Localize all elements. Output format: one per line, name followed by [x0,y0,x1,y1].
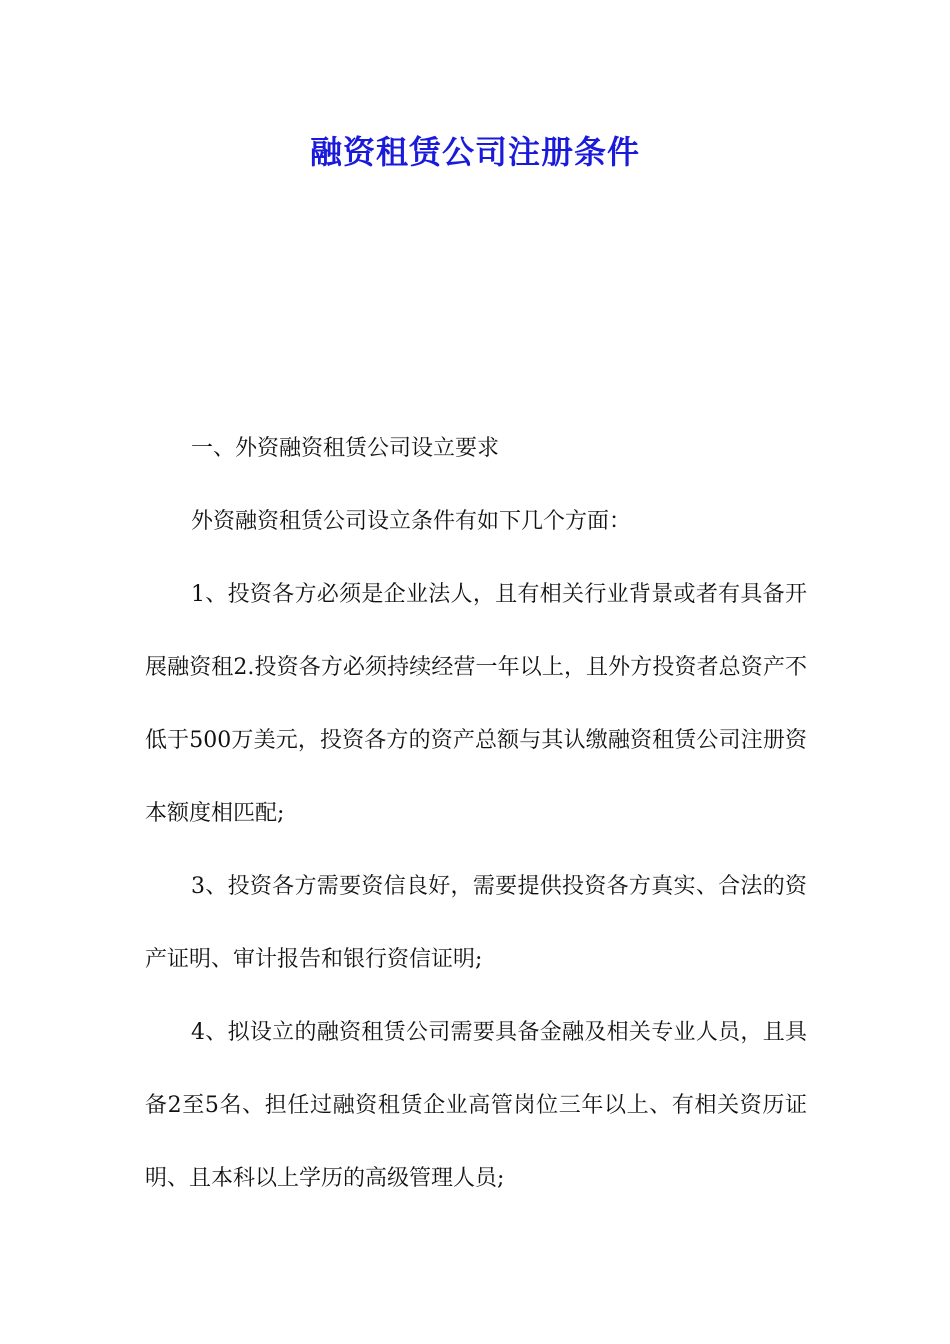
document-body [145,412,807,1215]
requirement-paragraph-1: 1、投资各方必须是企业法人，且有相关行业背景或者有具备开展融资租2.投资各方必须持续经营一年以上，且外方投资者总资产不低于500万美元，投资各方的资产总额与其认缴融资租赁公司注册资本额度相匹配; [145,582,807,826]
requirement-paragraph-3: 3、投资各方需要资信良好，需要提供投资各方真实、合法的资产证明、审计报告和银行资信证明; [145,874,807,972]
requirement-paragraph-4: 4、拟设立的融资租赁公司需要具备金融及相关专业人员，且具备2至5名、担任过融资租赁企业高管岗位三年以上、有相关资历证明、且本科以上学历的高级管理人员; [145,1020,807,1191]
document-title: 融资租赁公司注册条件 [309,133,640,171]
intro-paragraph: 外资融资租赁公司设立条件有如下几个方面： [191,509,632,534]
section-heading: 一、外资融资租赁公司设立要求 [191,436,500,461]
